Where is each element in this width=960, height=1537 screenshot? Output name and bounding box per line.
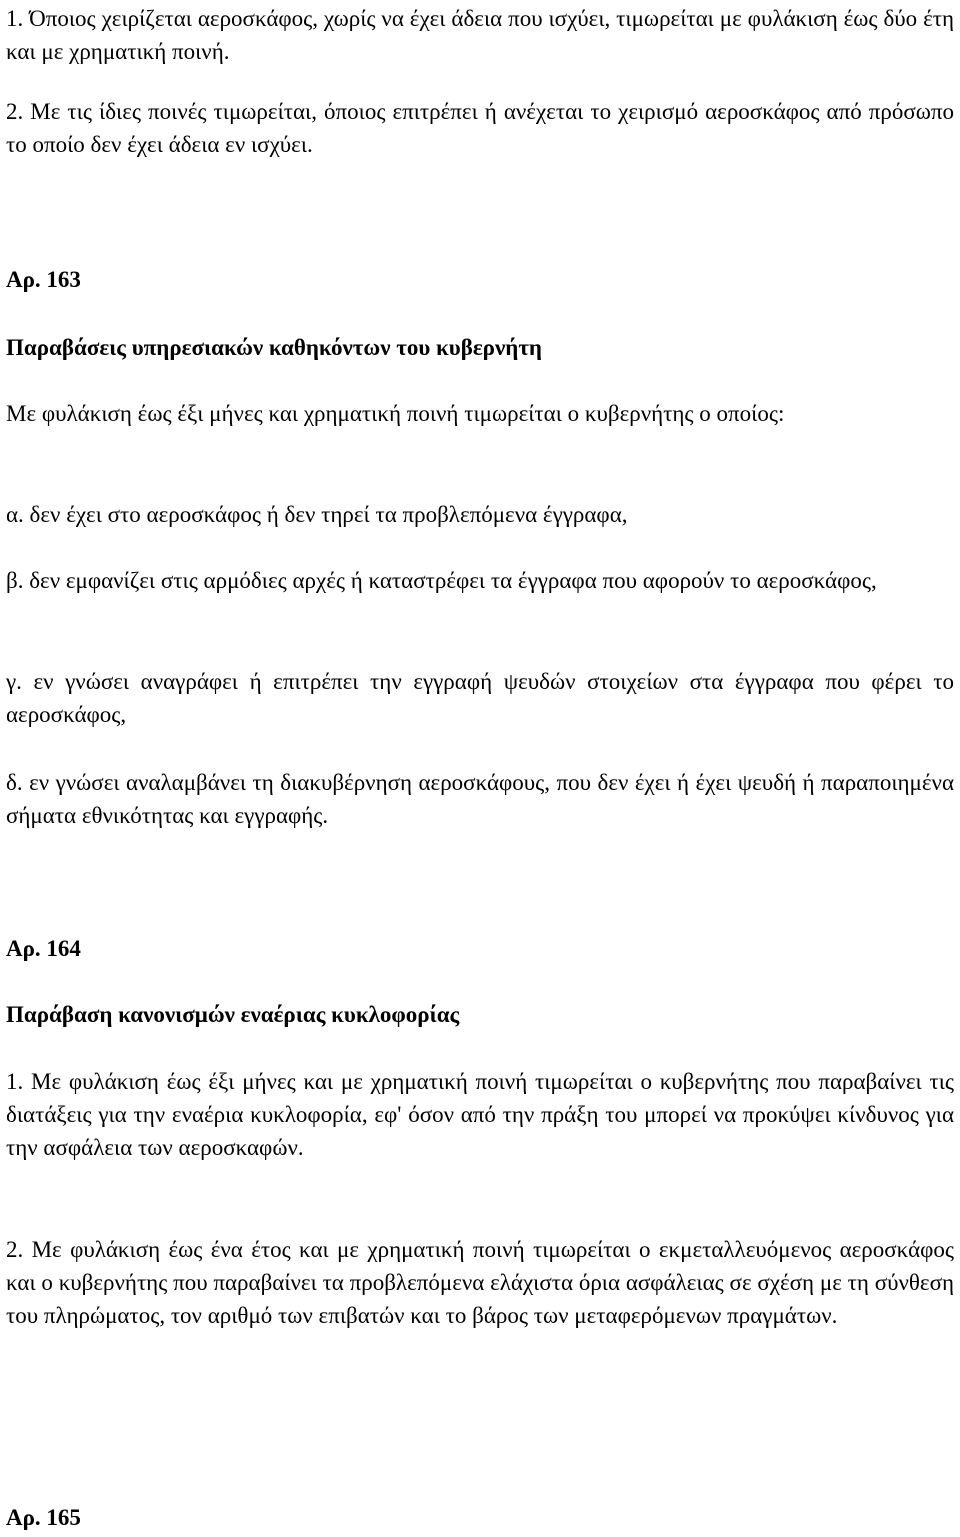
- article-164-paragraph-2: 2. Με φυλάκιση έως ένα έτος και με χρηματική ποινή τιμωρείται ο εκμεταλλευόμενος αεροσκάφος και ο κυβερνήτης που παραβαίνει τα προβλεπόμενα ελάχιστα όρια ασφάλειας σε σχέση με τη σύνθεση του πληρώματος, τον αριθμό των επιβατών και το βάρος των μεταφερόμενων πραγμάτων.: [6, 1237, 954, 1328]
- article-163-number: Αρ. 163: [6, 267, 81, 292]
- article-163-lead: Με φυλάκιση έως έξι μήνες και χρηματική ποινή τιμωρείται ο κυβερνήτης ο οποίος:: [6, 401, 785, 426]
- intro-paragraph-1: 1. Όποιος χειρίζεται αεροσκάφος, χωρίς να έχει άδεια που ισχύει, τιμωρείται με φυλάκιση έως δύο έτη και με χρηματική ποινή.: [6, 6, 954, 64]
- article-163-item-d: δ. εν γνώσει αναλαμβάνει τη διακυβέρνηση αεροσκάφους, που δεν έχει ή έχει ψευδή ή παραποιημένα σήματα εθνικότητας και εγγραφής.: [6, 770, 954, 828]
- article-163-item-a: α. δεν έχει στο αεροσκάφος ή δεν τηρεί τα προβλεπόμενα έγγραφα,: [6, 502, 628, 527]
- article-163-item-c: γ. εν γνώσει αναγράφει ή επιτρέπει την εγγραφή ψευδών στοιχείων στα έγγραφα που φέρει το αεροσκάφος,: [6, 669, 954, 727]
- article-164-paragraph-1: 1. Με φυλάκιση έως έξι μήνες και με χρηματική ποινή τιμωρείται ο κυβερνήτης που παραβαίνει τις διατάξεις για την εναέρια κυκλοφορία, εφ' όσον από την πράξη του μπορεί να προκύψει κίνδυνος για την ασφάλεια των αεροσκαφών.: [6, 1069, 954, 1160]
- article-164-title: Παράβαση κανονισμών εναέριας κυκλοφορίας: [6, 1002, 460, 1027]
- article-163-title: Παραβάσεις υπηρεσιακών καθηκόντων του κυβερνήτη: [6, 335, 542, 360]
- article-164-number: Αρ. 164: [6, 936, 81, 961]
- article-165-number: Αρ. 165: [6, 1505, 81, 1530]
- article-163-item-b: β. δεν εμφανίζει στις αρμόδιες αρχές ή καταστρέφει τα έγγραφα που αφορούν το αεροσκάφος,: [6, 568, 877, 593]
- intro-paragraph-2: 2. Με τις ίδιες ποινές τιμωρείται, όποιος επιτρέπει ή ανέχεται το χειρισμό αεροσκάφος από πρόσωπο το οποίο δεν έχει άδεια εν ισχύει.: [6, 99, 954, 157]
